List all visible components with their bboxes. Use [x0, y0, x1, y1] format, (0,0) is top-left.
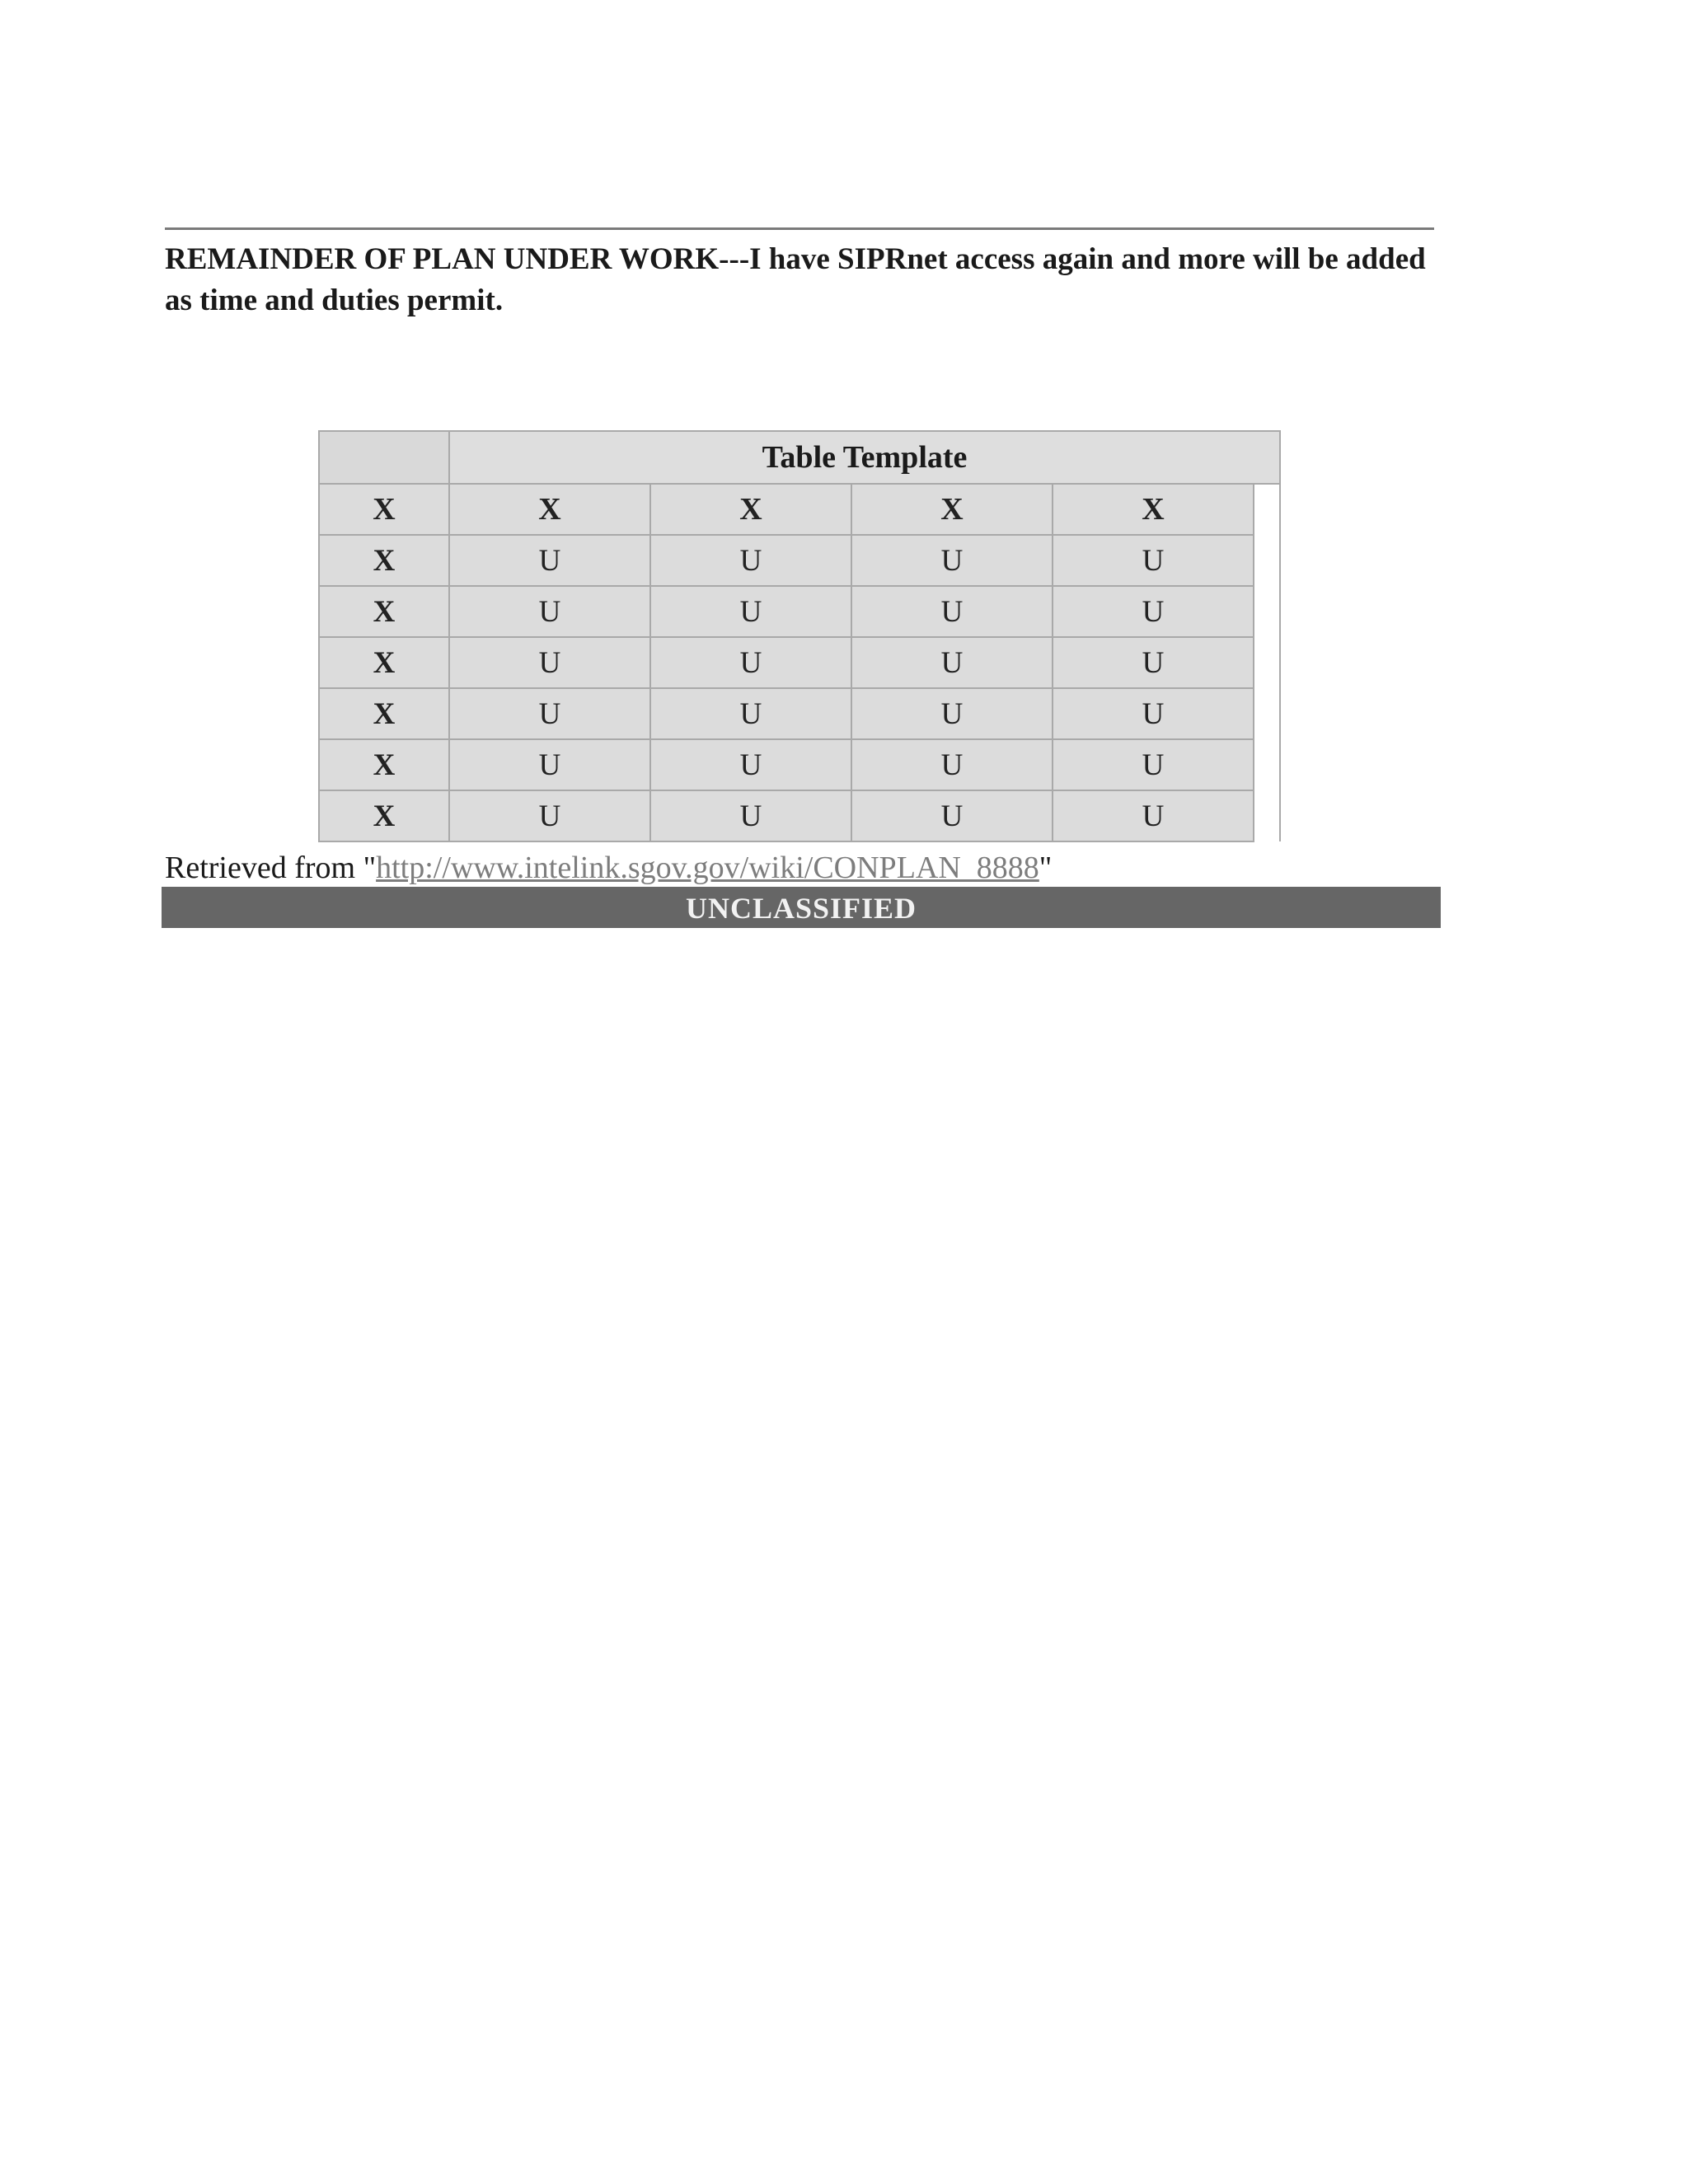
table-row: [319, 637, 1280, 688]
table-gutter-cell: [1254, 637, 1280, 688]
table-cell: U: [449, 739, 650, 790]
source-link[interactable]: http://www.intelink.sgov.gov/wiki/CONPLAN_8888: [376, 851, 1039, 885]
table-cell: U: [851, 535, 1053, 586]
table-cell: U: [1053, 637, 1254, 688]
table-gutter-cell: [1254, 790, 1280, 841]
table-cell: U: [449, 637, 650, 688]
table-gutter-cell: [1254, 484, 1280, 535]
table-row: [319, 790, 1280, 841]
retrieved-from-line: [165, 849, 1052, 887]
work-in-progress-notice: REMAINDER OF PLAN UNDER WORK---I have SIPRnet access again and more will be added as time and duties permit.: [165, 242, 1426, 317]
header-cell: X: [851, 484, 1053, 535]
table-cell: U: [1053, 688, 1254, 739]
table-header-row: [319, 484, 1280, 535]
table-title-row: [319, 431, 1280, 484]
table-gutter-cell: [1254, 535, 1280, 586]
table-cell: U: [1053, 586, 1254, 637]
table-cell: U: [650, 586, 851, 637]
table-cell: U: [449, 790, 650, 841]
classification-banner: UNCLASSIFIED: [162, 887, 1441, 928]
table-row: [319, 535, 1280, 586]
table-cell: U: [1053, 739, 1254, 790]
table-gutter-cell: [1254, 688, 1280, 739]
table-cell: U: [650, 637, 851, 688]
table-cell: U: [851, 688, 1053, 739]
table-cell: U: [851, 637, 1053, 688]
header-cell: X: [650, 484, 851, 535]
table-cell: U: [650, 739, 851, 790]
table-title: Table Template: [449, 431, 1280, 484]
table-row: [319, 688, 1280, 739]
header-cell: X: [319, 484, 449, 535]
top-divider: [165, 227, 1434, 230]
table-template: [318, 430, 1281, 842]
row-header-cell: X: [319, 688, 449, 739]
header-cell: X: [449, 484, 650, 535]
row-header-cell: X: [319, 637, 449, 688]
table-row: [319, 739, 1280, 790]
table-cell: U: [1053, 790, 1254, 841]
table-cell: U: [449, 688, 650, 739]
table-gutter-cell: [1254, 739, 1280, 790]
row-header-cell: X: [319, 535, 449, 586]
table-corner-cell: [319, 431, 449, 484]
table-cell: U: [1053, 535, 1254, 586]
retrieved-prefix: Retrieved from ": [165, 851, 377, 885]
table-cell: U: [449, 586, 650, 637]
header-cell: X: [1053, 484, 1254, 535]
table-gutter-cell: [1254, 586, 1280, 637]
retrieved-suffix: ": [1039, 851, 1053, 885]
row-header-cell: X: [319, 739, 449, 790]
table-row: [319, 586, 1280, 637]
table-cell: U: [851, 586, 1053, 637]
table-cell: U: [449, 535, 650, 586]
row-header-cell: X: [319, 790, 449, 841]
table-cell: U: [851, 790, 1053, 841]
table-cell: U: [650, 688, 851, 739]
table-cell: U: [851, 739, 1053, 790]
row-header-cell: X: [319, 586, 449, 637]
table-cell: U: [650, 535, 851, 586]
table-cell: U: [650, 790, 851, 841]
